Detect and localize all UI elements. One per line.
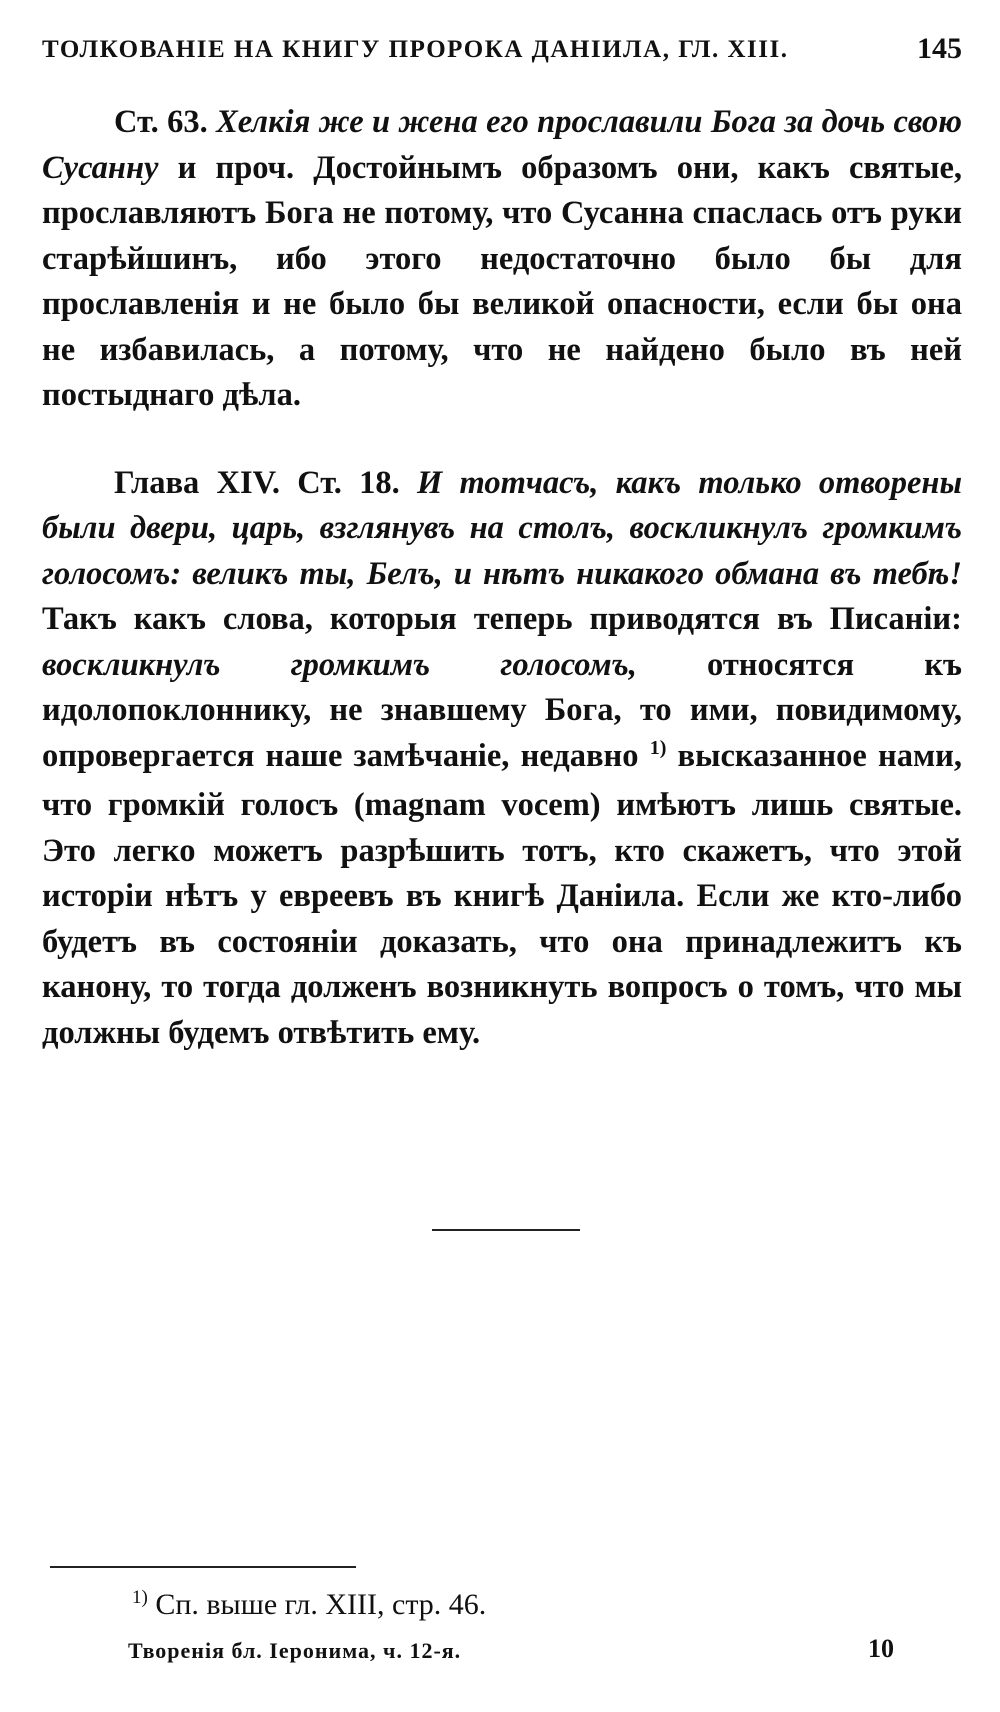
paragraph bbox=[42, 100, 962, 419]
italic-quote: И тотчасъ, какъ только отворены были двери, царь, взглянувъ на столъ, воскликнулъ громкимъ голосомъ: великъ ты, Белъ, и нѣтъ никакого обмана въ тебѣ! bbox=[42, 464, 962, 592]
paragraph bbox=[42, 461, 962, 1057]
footnote-text: Сп. выше гл. XIII, стр. 46. bbox=[147, 1588, 487, 1621]
text-segment: Глава XIV. Ст. 18. bbox=[114, 464, 417, 501]
text-segment: относятся къ идолопоклоннику, не знавшему Бога, то ими, повидимому, опровергается наше замѣчаніе, недавно bbox=[42, 646, 962, 774]
running-title: ТОЛКОВАНІЕ НА КНИГУ ПРОРОКА ДАНІИЛА, ГЛ. XIII. bbox=[42, 36, 789, 63]
page-number: 145 bbox=[917, 32, 962, 65]
printer-signature: Творенія бл. Іеронима, ч. 12-я. bbox=[128, 1638, 462, 1663]
footnote-rule bbox=[50, 1566, 356, 1568]
body-text bbox=[42, 100, 962, 1056]
italic-quote: воскликнулъ громкимъ голосомъ, bbox=[42, 646, 637, 683]
text-segment: Такъ какъ слова, которыя теперь приводятся въ Писаніи: bbox=[42, 601, 962, 637]
text-segment: высказанное нами, что громкій голосъ (magnam vocem) имѣютъ лишь святые. Это легко можетъ разрѣшить тотъ, кто скажетъ, что этой исторіи нѣтъ у евреевъ въ книгѣ Даніила. Если же кто-либо будетъ въ состояніи доказать, что она принадлежитъ къ канону, то тогда долженъ возникнуть вопросъ о томъ, что мы должны будемъ отвѣтить ему. bbox=[42, 737, 962, 1051]
text-segment: и проч. Достойнымъ образомъ они, какъ святые, прославляютъ Бога не потому, что Сусанна спаслась отъ руки старѣйшинъ, ибо этого недостаточно было бы для прославленія и не было бы великой опасности, если бы она не избавилась, а потому, что не найдено было въ ней постыднаго дѣла. bbox=[42, 149, 962, 413]
italic-quote: Хелкія же и жена его прославили Бога за дочь свою Сусанну bbox=[42, 104, 962, 186]
footnote-reference: 1) bbox=[649, 736, 667, 759]
text-segment: Ст. 63. bbox=[114, 104, 217, 140]
sheet-number: 10 bbox=[868, 1634, 894, 1663]
running-head bbox=[42, 32, 962, 72]
section-divider bbox=[432, 1229, 580, 1231]
footnote bbox=[132, 1588, 486, 1622]
footnote-mark: 1) bbox=[132, 1587, 148, 1608]
